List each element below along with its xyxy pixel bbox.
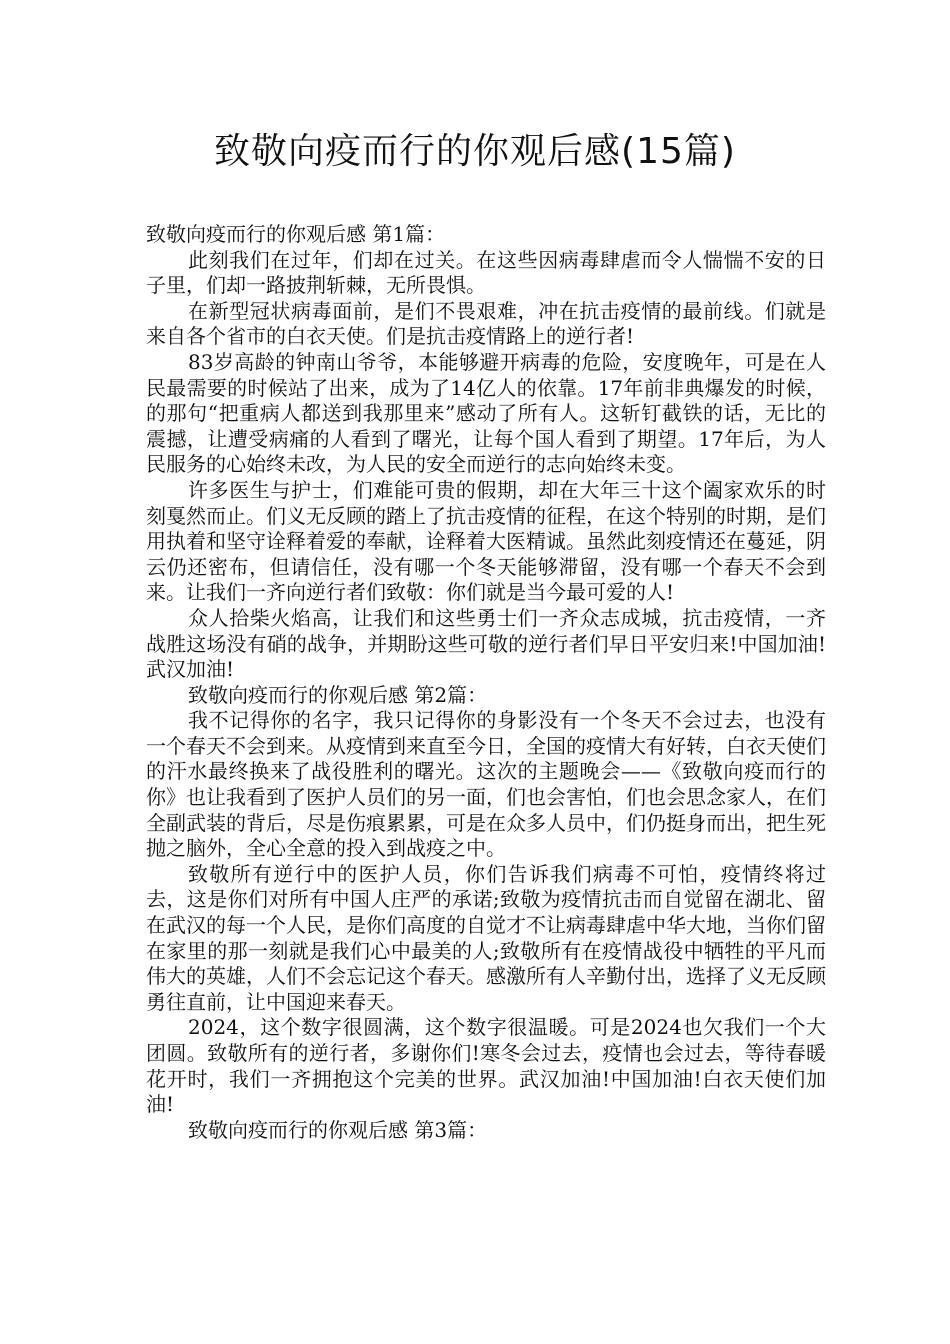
section-heading: 致敬向疫而行的你观后感 第2篇： xyxy=(188,682,488,707)
paragraph: 我不记得你的名字，我只记得你的身影没有一个冬天不会过去，也没有一个春天不会到来。从疫情到来直至今日，全国的疫情大有好转，白衣天使们的汗水最终换来了战役胜利的曙光。这次的主题晚会——《致敬向疫而行的你》也让我看到了医护人员们的另一面，们也会害怕，们也会思念家人，在们全副武装的背后，尽是伤痕累累，可是在众多人员中，们仍挺身而出，把生死抛之脑外，全心全意的投入到战疫之中。 xyxy=(146,708,826,861)
document-body xyxy=(146,222,826,1143)
paragraph: 此刻我们在过年，们却在过关。在这些因病毒肆虐而令人惴惴不安的日子里，们却一路披荆斩棘，无所畏惧。 xyxy=(146,247,826,298)
paragraph: 致敬所有逆行中的医护人员，你们告诉我们病毒不可怕，疫情终将过去，这是你们对所有中国人庄严的承诺;致敬为疫情抗击而自觉留在湖北、留在武汉的每一个人民，是你们高度的自觉才不让病毒肆虐中华大地，当你们留在家里的那一刻就是我们心中最美的人;致敬所有在疫情战役中牺牲的平凡而伟大的英雄，人们不会忘记这个春天。感激所有人辛勤付出，选择了义无反顾勇往直前，让中国迎来春天。 xyxy=(146,861,826,1014)
paragraph: 众人拾柴火焰高，让我们和这些勇士们一齐众志成城，抗击疫情，一齐战胜这场没有硝的战争，并期盼这些可敬的逆行者们早日平安归来!中国加油!武汉加油! xyxy=(146,605,826,682)
paragraph: 2024，这个数字很圆满，这个数字很温暖。可是2024也欠我们一个大团圆。致敬所有的逆行者，多谢你们!寒冬会过去，疫情也会过去，等待春暖花开时，我们一齐拥抱这个完美的世界。武汉加油!中国加油!白衣天使们加油! xyxy=(146,1015,826,1117)
section-heading: 致敬向疫而行的你观后感 第3篇： xyxy=(188,1117,488,1142)
paragraph: 83岁高龄的钟南山爷爷，本能够避开病毒的危险，安度晚年，可是在人民最需要的时候站了出来，成为了14亿人的依靠。17年前非典爆发的时候，的那句“把重病人都送到我那里来”感动了所有人。这斩钉截铁的话，无比的震撼，让遭受病痛的人看到了曙光，让每个国人看到了期望。17年后，为人民服务的心始终未改，为人民的安全而逆行的志向始终未变。 xyxy=(146,349,826,477)
paragraph: 许多医生与护士，们难能可贵的假期，却在大年三十这个阖家欢乐的时刻戛然而止。们义无反顾的踏上了抗击疫情的征程，在这个特别的时期，是们用执着和坚守诠释着爱的奉献，诠释着大医精诚。虽然此刻疫情还在蔓延，阴云仍还密布，但请信任，没有哪一个冬天能够滞留，没有哪一个春天不会到来。让我们一齐向逆行者们致敬：你们就是当今最可爱的人! xyxy=(146,477,826,605)
document-title: 致敬向疫而行的你观后感(15篇) xyxy=(214,131,736,172)
paragraph: 在新型冠状病毒面前，是们不畏艰难，冲在抗击疫情的最前线。们就是来自各个省市的白衣天使。们是抗击疫情路上的逆行者! xyxy=(146,298,826,349)
section-heading: 致敬向疫而行的你观后感 第1篇： xyxy=(146,222,446,246)
